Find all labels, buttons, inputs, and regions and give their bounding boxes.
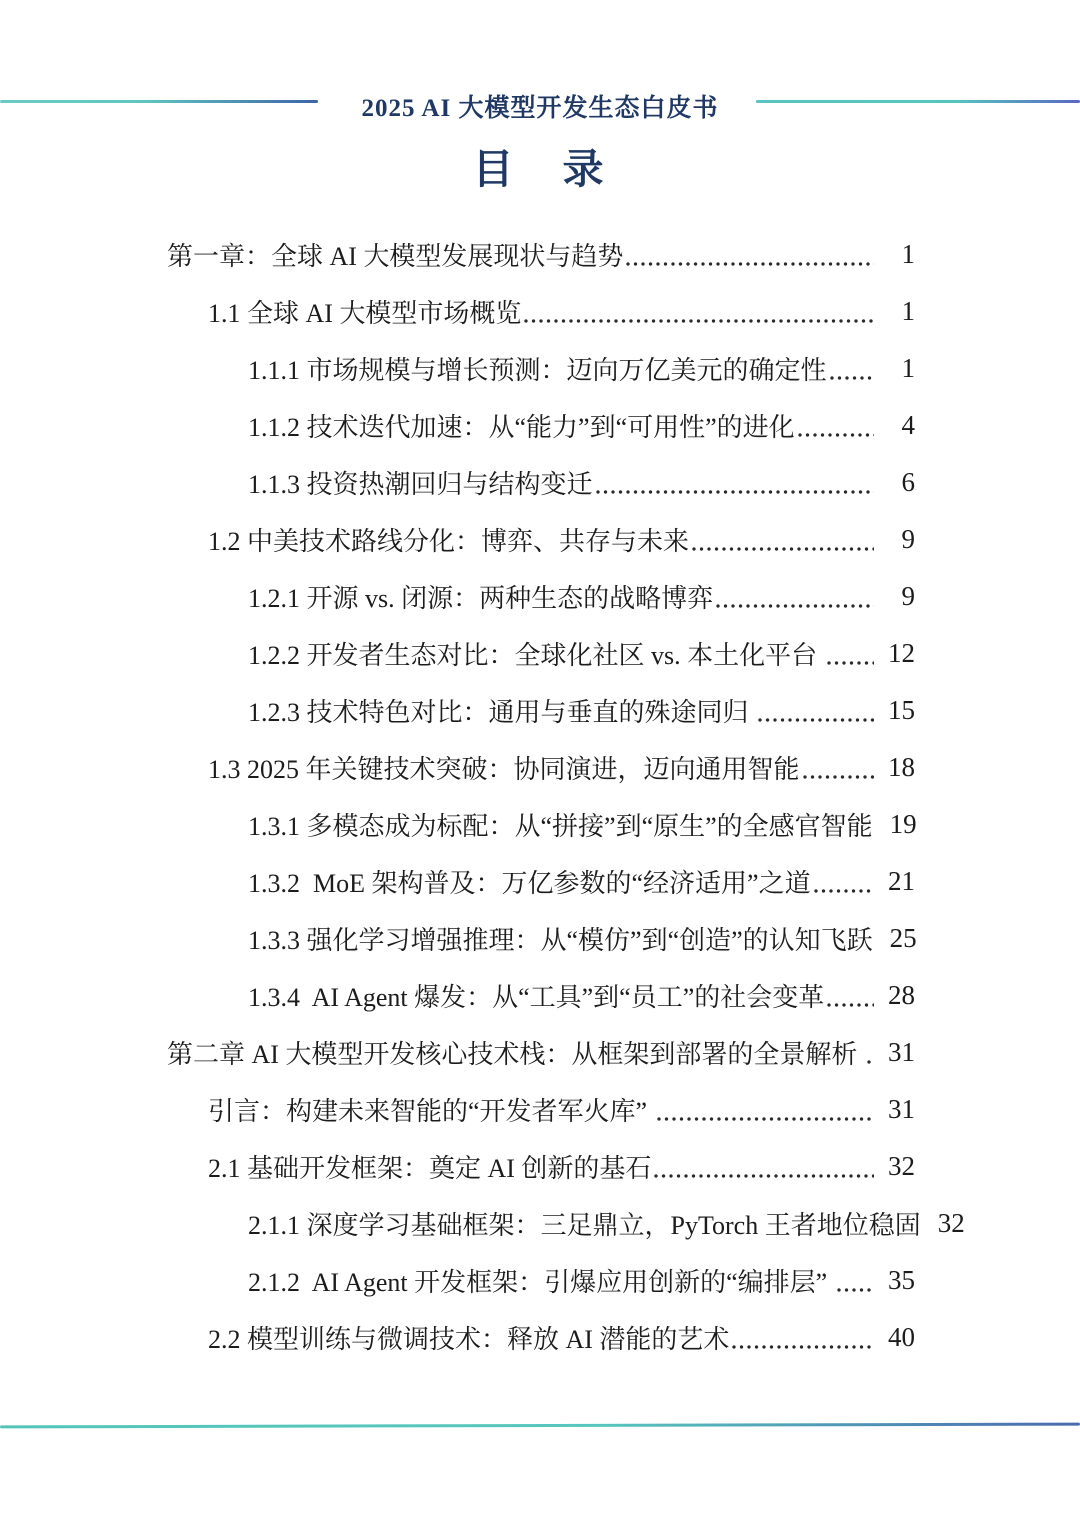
toc-entry[interactable] bbox=[0, 283, 1080, 340]
toc-entry-page-number: 1 bbox=[901, 296, 915, 326]
toc-leader-dots bbox=[596, 490, 874, 494]
toc-entry[interactable] bbox=[0, 910, 1080, 967]
toc-leader-dots bbox=[798, 433, 874, 437]
toc-leader-dots bbox=[830, 376, 874, 380]
toc-entry[interactable] bbox=[0, 1138, 1080, 1195]
toc-entry[interactable] bbox=[0, 568, 1080, 625]
toc-entry[interactable] bbox=[0, 853, 1080, 910]
toc-entry[interactable] bbox=[0, 1195, 1080, 1252]
toc-entry[interactable] bbox=[0, 739, 1080, 796]
toc-leader-dots bbox=[758, 718, 874, 722]
toc-list bbox=[0, 226, 1080, 1366]
toc-entry-label: 1.2.3 技术特色对比：通用与垂直的殊途同归 bbox=[248, 698, 756, 727]
toc-entry-label: 第二章 AI 大模型开发核心技术栈：从框架到部署的全景解析 bbox=[167, 1040, 864, 1069]
toc-leader-dots bbox=[654, 1174, 874, 1178]
toc-entry[interactable] bbox=[0, 625, 1080, 682]
toc-entry-label: 引言：构建未来智能的“开发者军火库” bbox=[208, 1097, 654, 1126]
toc-entry-page-number: 9 bbox=[901, 524, 915, 554]
toc-entry[interactable] bbox=[0, 511, 1080, 568]
toc-leader-dots bbox=[814, 889, 874, 893]
toc-leader-dots bbox=[657, 1117, 874, 1121]
toc-entry[interactable] bbox=[0, 1309, 1080, 1366]
toc-entry-page-number: 31 bbox=[888, 1094, 915, 1124]
toc-entry-label: 1.2 中美技术路线分化：博弈、共存与未来 bbox=[208, 527, 690, 556]
toc-entry-label: 1.1.2 技术迭代加速：从“能力”到“可用性”的进化 bbox=[248, 413, 795, 442]
toc-entry-label: 1.3.3 强化学习增强推理：从“模仿”到“创造”的认知飞跃 bbox=[248, 926, 873, 955]
toc-entry-page-number: 6 bbox=[901, 467, 915, 497]
toc-entry[interactable] bbox=[0, 226, 1080, 283]
toc-entry-page-number: 19 bbox=[889, 809, 917, 839]
toc-entry-label: 2.1.2 AI Agent 开发框架：引爆应用创新的“编排层” bbox=[248, 1268, 834, 1297]
toc-entry-label: 1.1 全球 AI 大模型市场概览 bbox=[208, 299, 522, 328]
toc-entry-label: 1.3 2025 年关键技术突破：协同演进，迈向通用智能 bbox=[208, 755, 800, 784]
toc-entry-label: 1.3.1 多模态成为标配：从“拼接”到“原生”的全感官智能 bbox=[248, 812, 873, 841]
toc-entry-page-number: 1 bbox=[901, 353, 915, 383]
toc-leader-dots bbox=[827, 1003, 874, 1007]
toc-entry-page-number: 35 bbox=[888, 1265, 915, 1295]
toc-entry-label: 2.1 基础开发框架：奠定 AI 创新的基石 bbox=[208, 1154, 652, 1183]
toc-entry-page-number: 40 bbox=[888, 1322, 915, 1352]
toc-entry-label: 1.2.2 开发者生态对比：全球化社区 vs. 本土化平台 bbox=[248, 641, 824, 670]
document-title: 2025 AI 大模型开发生态白皮书 bbox=[361, 95, 719, 122]
toc-leader-dots bbox=[803, 775, 874, 779]
toc-entry-page-number: 12 bbox=[888, 638, 915, 668]
toc-entry-page-number: 32 bbox=[937, 1208, 965, 1238]
toc-entry[interactable] bbox=[0, 340, 1080, 397]
toc-leader-dots bbox=[827, 661, 874, 665]
toc-entry[interactable] bbox=[0, 1024, 1080, 1081]
toc-entry-page-number: 15 bbox=[888, 695, 915, 725]
toc-entry-label: 1.3.2 MoE 架构普及：万亿参数的“经济适用”之道 bbox=[248, 869, 811, 898]
toc-entry-label: 1.1.3 投资热潮回归与结构变迁 bbox=[248, 470, 593, 499]
toc-entry-label: 2.2 模型训练与微调技术：释放 AI 潜能的艺术 bbox=[208, 1325, 730, 1354]
toc-entry-label: 1.3.4 AI Agent 爆发：从“工具”到“员工”的社会变革 bbox=[248, 983, 825, 1012]
toc-entry[interactable] bbox=[0, 682, 1080, 739]
toc-leader-dots bbox=[716, 604, 874, 608]
toc-entry[interactable] bbox=[0, 454, 1080, 511]
toc-entry[interactable] bbox=[0, 1081, 1080, 1138]
toc-leader-dots bbox=[837, 1288, 874, 1292]
toc-entry-label: 2.1.1 深度学习基础框架：三足鼎立，PyTorch 王者地位稳固 bbox=[248, 1211, 921, 1240]
toc-leader-dots bbox=[626, 262, 874, 266]
toc-entry-label: 第一章：全球 AI 大模型发展现状与趋势 bbox=[167, 242, 624, 271]
toc-leader-dots bbox=[867, 1060, 874, 1064]
toc-entry-page-number: 25 bbox=[889, 923, 917, 953]
document-header bbox=[0, 88, 1080, 124]
toc-entry-page-number: 18 bbox=[888, 752, 915, 782]
toc-entry-page-number: 21 bbox=[888, 866, 915, 896]
toc-leader-dots bbox=[524, 319, 874, 323]
decorative-gradient-line-bottom bbox=[0, 1423, 1080, 1429]
toc-entry-label: 1.1.1 市场规模与增长预测：迈向万亿美元的确定性 bbox=[248, 356, 827, 385]
toc-entry-page-number: 4 bbox=[901, 410, 915, 440]
toc-entry[interactable] bbox=[0, 397, 1080, 454]
toc-entry[interactable] bbox=[0, 967, 1080, 1024]
toc-entry-page-number: 32 bbox=[888, 1151, 915, 1181]
toc-entry[interactable] bbox=[0, 1252, 1080, 1309]
toc-entry-page-number: 28 bbox=[888, 980, 915, 1010]
toc-entry-page-number: 1 bbox=[901, 239, 915, 269]
toc-page-title: 目 录 bbox=[472, 146, 608, 192]
toc-entry-label: 1.2.1 开源 vs. 闭源：两种生态的战略博弈 bbox=[248, 584, 714, 613]
toc-entry-page-number: 9 bbox=[901, 581, 915, 611]
toc-leader-dots bbox=[732, 1345, 874, 1349]
toc-entry-page-number: 31 bbox=[888, 1037, 915, 1067]
toc-entry[interactable] bbox=[0, 796, 1080, 853]
toc-leader-dots bbox=[692, 547, 874, 551]
